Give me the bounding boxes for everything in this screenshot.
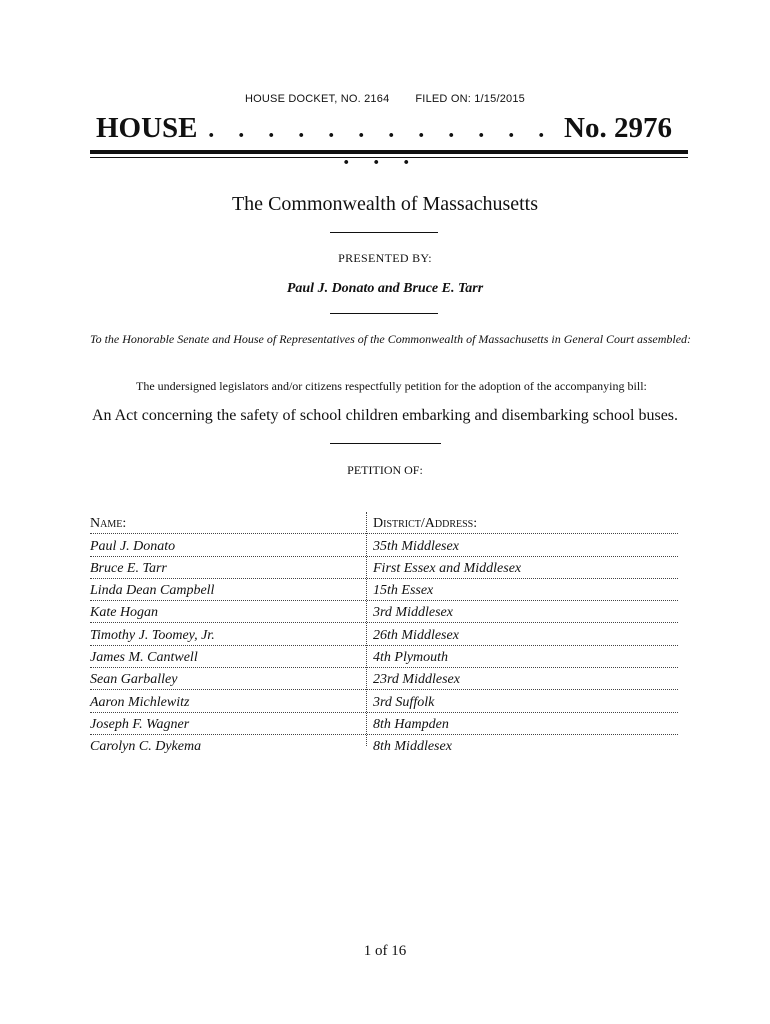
act-title: An Act concerning the safety of school children embarking and disembarking school buses.: [91, 407, 679, 424]
header-rule-thin: [90, 157, 688, 158]
table-row: [90, 713, 678, 735]
filed-date: FILED ON: 1/15/2015: [415, 93, 525, 105]
table-row: [90, 690, 678, 712]
bill-number: No. 2976: [564, 112, 672, 144]
table-row: [90, 623, 678, 645]
sponsors: Paul J. Donato and Bruce E. Tarr: [286, 281, 484, 296]
table-row: [90, 601, 678, 623]
docket-number: HOUSE DOCKET, NO. 2164: [245, 93, 390, 105]
table-row: [90, 646, 678, 668]
docket-line: [0, 93, 770, 105]
signer-name: Linda Dean Campbell: [90, 583, 215, 599]
signer-district: 3rd Middlesex: [373, 605, 453, 621]
divider-rule: [330, 232, 438, 233]
signer-name: Timothy J. Toomey, Jr.: [90, 627, 215, 643]
signer-name: Aaron Michlewitz: [90, 694, 190, 710]
signer-name: Carolyn C. Dykema: [90, 739, 202, 755]
petition-of-label: PETITION OF:: [347, 463, 423, 477]
district-column-header: District/Address:: [373, 516, 478, 532]
signer-district: 8th Hampden: [373, 716, 449, 732]
presented-by-label: PRESENTED BY:: [338, 251, 432, 265]
table-row: [90, 557, 678, 579]
signer-name: Paul J. Donato: [90, 538, 176, 554]
signer-name: James M. Cantwell: [90, 650, 198, 666]
signer-name: Sean Garballey: [90, 672, 178, 688]
signer-district: 3rd Suffolk: [373, 694, 435, 710]
address-text: To the Honorable Senate and House of Representatives of the Commonwealth of Massachusetts in General Court assembled:: [90, 332, 692, 346]
signer-district: 4th Plymouth: [373, 650, 449, 666]
table-row: [90, 534, 678, 556]
petition-text: The undersigned legislators and/or citizens respectfully petition for the adoption of the accompanying bill:: [136, 379, 647, 393]
signer-district: First Essex and Middlesex: [373, 560, 522, 576]
commonwealth-title: The Commonwealth of Massachusetts: [231, 193, 539, 215]
header-rule-thick: [90, 150, 688, 154]
leader-dots: . . . . . . . . . . . . . . .: [208, 117, 554, 170]
divider-rule: [330, 443, 441, 444]
page-number: 1 of 16: [363, 943, 407, 959]
table-row: [90, 735, 678, 756]
divider-rule: [330, 313, 438, 314]
signer-district: 8th Middlesex: [373, 739, 452, 755]
table-row: [90, 668, 678, 690]
signer-name: Kate Hogan: [90, 605, 159, 621]
signer-name: Bruce E. Tarr: [90, 560, 167, 576]
table-header-row: [90, 512, 678, 534]
signer-district: 35th Middlesex: [373, 538, 459, 554]
bill-header: [96, 112, 672, 170]
signers-table: [90, 512, 678, 756]
chamber-label: HOUSE: [96, 112, 198, 144]
signer-district: 26th Middlesex: [373, 627, 459, 643]
name-column-header: Name:: [90, 516, 127, 532]
signer-name: Joseph F. Wagner: [90, 716, 190, 732]
table-row: [90, 579, 678, 601]
signer-district: 23rd Middlesex: [373, 672, 460, 688]
signer-district: 15th Essex: [373, 583, 434, 599]
